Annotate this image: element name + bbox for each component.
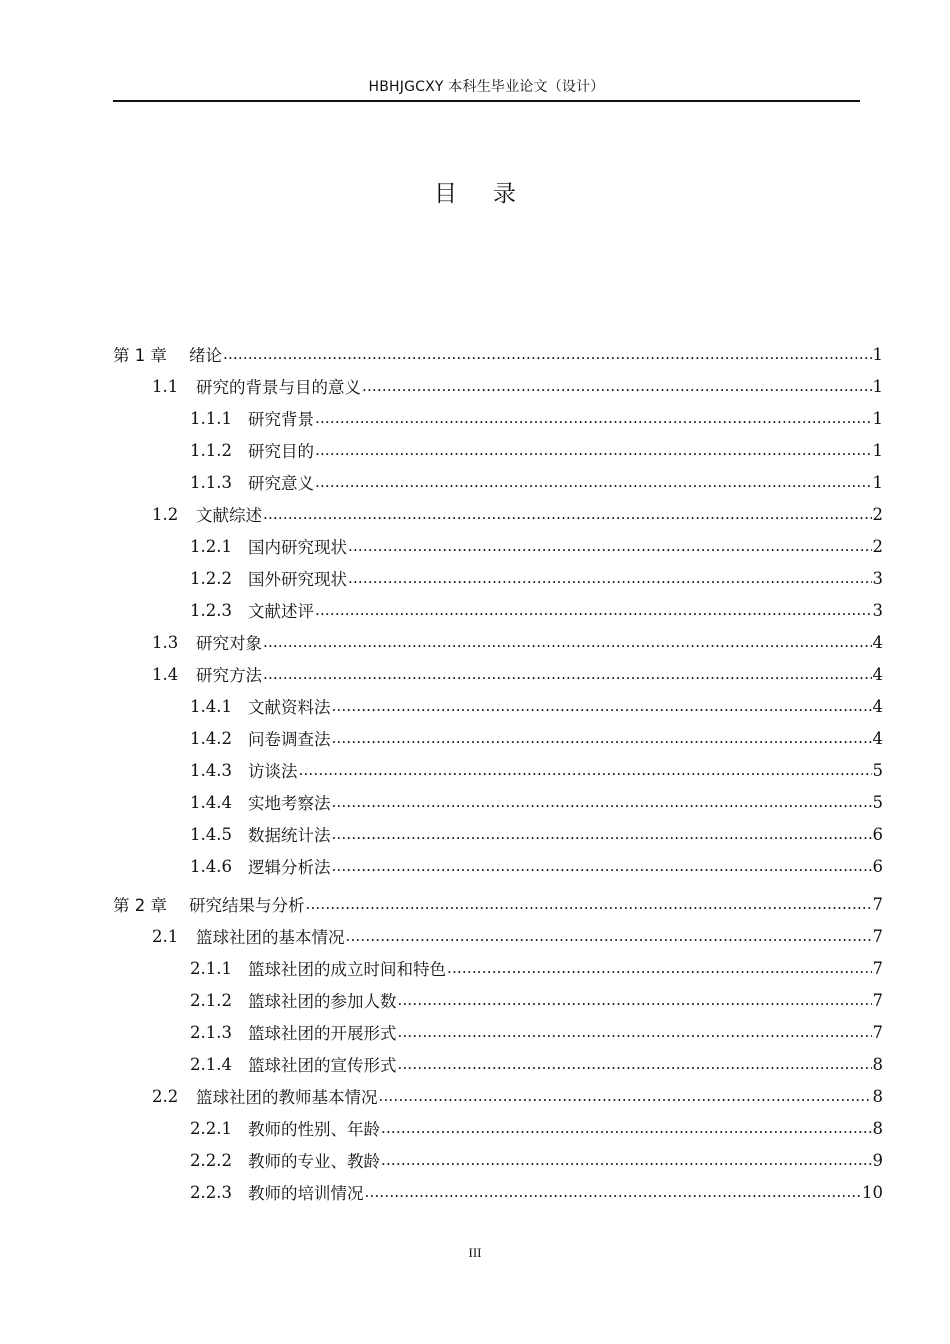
dot-leader (299, 760, 872, 780)
toc-entry-page: 7 (872, 958, 883, 978)
dot-leader (447, 958, 872, 978)
toc-entry[interactable] (113, 338, 883, 370)
toc-entry-number: 2.2.2 (190, 1150, 232, 1170)
table-of-contents (113, 338, 883, 1208)
dot-leader (263, 504, 872, 524)
toc-entry-number: 1.2.3 (190, 600, 232, 620)
toc-entry-label: 实地考察法 (248, 794, 331, 813)
toc-entry-number: 第 1 章 (113, 346, 167, 365)
toc-entry-number: 1.4 (152, 664, 179, 684)
toc-entry-label: 教师的专业、教龄 (248, 1152, 380, 1171)
toc-entry-number: 2.1 (152, 926, 179, 946)
toc-entry-number: 1.4.5 (190, 824, 232, 844)
toc-title: 目录 (434, 181, 552, 207)
dot-leader (223, 344, 872, 364)
toc-entry[interactable] (113, 658, 883, 690)
toc-entry-page: 5 (872, 792, 883, 812)
toc-entry-label: 教师的培训情况 (248, 1184, 364, 1203)
toc-entry-number: 2.2 (152, 1086, 179, 1106)
dot-leader (379, 1086, 872, 1106)
toc-entry-label: 国内研究现状 (248, 538, 347, 557)
toc-entry[interactable] (113, 850, 883, 882)
dot-leader (346, 926, 872, 946)
toc-entry[interactable] (113, 722, 883, 754)
toc-entry-number: 1.4.2 (190, 728, 232, 748)
toc-entry-page: 7 (872, 1022, 883, 1042)
toc-entry-label: 研究意义 (248, 474, 314, 493)
toc-entry-page: 9 (872, 1150, 883, 1170)
toc-entry-label: 国外研究现状 (248, 570, 347, 589)
toc-entry-number: 2.1.4 (190, 1054, 232, 1074)
toc-entry-page: 7 (872, 926, 883, 946)
toc-entry[interactable] (113, 594, 883, 626)
toc-entry-label: 教师的性别、年龄 (248, 1120, 380, 1139)
toc-entry-page: 3 (872, 568, 883, 588)
toc-entry-number: 2.2.3 (190, 1182, 232, 1202)
toc-entry-page: 1 (872, 344, 883, 364)
toc-entry-number: 1.4.1 (190, 696, 232, 716)
toc-entry-label: 篮球社团的宣传形式 (248, 1056, 397, 1075)
toc-entry-number: 1.2 (152, 504, 179, 524)
toc-entry-page: 10 (862, 1182, 883, 1202)
toc-entry-number: 2.1.2 (190, 990, 232, 1010)
toc-entry[interactable] (113, 818, 883, 850)
toc-entry[interactable] (113, 1080, 883, 1112)
toc-entry-number: 1.4.4 (190, 792, 232, 812)
page-number: III (468, 1245, 482, 1260)
dot-leader (398, 1022, 872, 1042)
dot-leader (362, 376, 872, 396)
toc-entry-page: 4 (872, 632, 883, 652)
toc-entry-label: 问卷调查法 (248, 730, 331, 749)
toc-entry-page: 1 (872, 440, 883, 460)
toc-entry-label: 研究方法 (196, 666, 262, 685)
toc-entry-number: 2.1.1 (190, 958, 232, 978)
toc-entry[interactable] (113, 690, 883, 722)
toc-entry-label: 研究对象 (196, 634, 262, 653)
toc-entry[interactable] (113, 786, 883, 818)
dot-leader (348, 536, 872, 556)
toc-entry-label: 研究的背景与目的意义 (196, 378, 361, 397)
dot-leader (332, 824, 872, 844)
toc-entry[interactable] (113, 402, 883, 434)
toc-entry[interactable] (113, 466, 883, 498)
dot-leader (332, 728, 872, 748)
toc-entry[interactable] (113, 984, 883, 1016)
toc-entry-page: 7 (872, 990, 883, 1010)
toc-entry-label: 绪论 (189, 346, 222, 365)
toc-entry[interactable] (113, 498, 883, 530)
toc-entry-label: 篮球社团的基本情况 (196, 928, 345, 947)
toc-entry-page: 1 (872, 376, 883, 396)
dot-leader (398, 1054, 872, 1074)
toc-entry-number: 1.1 (152, 376, 179, 396)
toc-entry-label: 访谈法 (248, 762, 298, 781)
toc-entry-number: 1.1.2 (190, 440, 232, 460)
dot-leader (315, 408, 872, 428)
toc-entry-page: 7 (872, 894, 883, 914)
toc-entry-label: 篮球社团的教师基本情况 (196, 1088, 378, 1107)
toc-entry-page: 5 (872, 760, 883, 780)
toc-entry-page: 1 (872, 472, 883, 492)
header-rule (113, 100, 860, 102)
dot-leader (315, 472, 872, 492)
toc-entry-page: 6 (872, 856, 883, 876)
toc-entry-label: 文献综述 (196, 506, 262, 525)
toc-entry-label: 文献述评 (248, 602, 314, 621)
dot-leader (263, 664, 872, 684)
toc-entry-page: 4 (872, 728, 883, 748)
toc-entry[interactable] (113, 562, 883, 594)
toc-entry-label: 篮球社团的参加人数 (248, 992, 397, 1011)
toc-entry[interactable] (113, 530, 883, 562)
toc-entry-page: 8 (872, 1054, 883, 1074)
toc-entry-number: 1.1.1 (190, 408, 232, 428)
toc-entry-label: 文献资料法 (248, 698, 331, 717)
toc-entry-label: 篮球社团的开展形式 (248, 1024, 397, 1043)
dot-leader (306, 894, 872, 914)
toc-entry-label: 研究目的 (248, 442, 314, 461)
toc-entry[interactable] (113, 1144, 883, 1176)
dot-leader (315, 600, 872, 620)
toc-entry-page: 8 (872, 1086, 883, 1106)
toc-entry-label: 逻辑分析法 (248, 858, 331, 877)
toc-entry-page: 1 (872, 408, 883, 428)
toc-entry-page: 2 (872, 536, 883, 556)
toc-entry-number: 1.4.3 (190, 760, 232, 780)
toc-entry[interactable] (113, 1176, 883, 1208)
toc-entry-page: 4 (872, 696, 883, 716)
dot-leader (381, 1150, 872, 1170)
dot-leader (263, 632, 872, 652)
toc-entry[interactable] (113, 434, 883, 466)
toc-entry-number: 1.3 (152, 632, 179, 652)
toc-entry[interactable] (113, 888, 883, 920)
toc-entry-page: 8 (872, 1118, 883, 1138)
toc-entry-number: 1.2.1 (190, 536, 232, 556)
toc-entry-page: 3 (872, 600, 883, 620)
dot-leader (365, 1182, 862, 1202)
toc-entry[interactable] (113, 370, 883, 402)
toc-entry[interactable] (113, 952, 883, 984)
dot-leader (332, 792, 872, 812)
dot-leader (332, 856, 872, 876)
toc-entry[interactable] (113, 920, 883, 952)
toc-entry-number: 1.1.3 (190, 472, 232, 492)
toc-entry[interactable] (113, 1048, 883, 1080)
toc-entry-number: 1.2.2 (190, 568, 232, 588)
toc-entry-page: 4 (872, 664, 883, 684)
toc-entry-page: 2 (872, 504, 883, 524)
toc-entry[interactable] (113, 1016, 883, 1048)
toc-entry-label: 数据统计法 (248, 826, 331, 845)
toc-entry-number: 第 2 章 (113, 896, 167, 915)
toc-entry-number: 1.4.6 (190, 856, 232, 876)
toc-entry-label: 研究背景 (248, 410, 314, 429)
dot-leader (332, 696, 872, 716)
toc-entry[interactable] (113, 1112, 883, 1144)
running-header: HBHJGCXY 本科生毕业论文（设计） (368, 79, 605, 95)
toc-entry-number: 2.1.3 (190, 1022, 232, 1042)
toc-entry-number: 2.2.1 (190, 1118, 232, 1138)
dot-leader (315, 440, 872, 460)
toc-entry-label: 篮球社团的成立时间和特色 (248, 960, 446, 979)
toc-entry-page: 6 (872, 824, 883, 844)
toc-entry[interactable] (113, 754, 883, 786)
toc-entry-label: 研究结果与分析 (189, 896, 305, 915)
dot-leader (398, 990, 872, 1010)
toc-entry[interactable] (113, 626, 883, 658)
dot-leader (348, 568, 872, 588)
dot-leader (381, 1118, 872, 1138)
